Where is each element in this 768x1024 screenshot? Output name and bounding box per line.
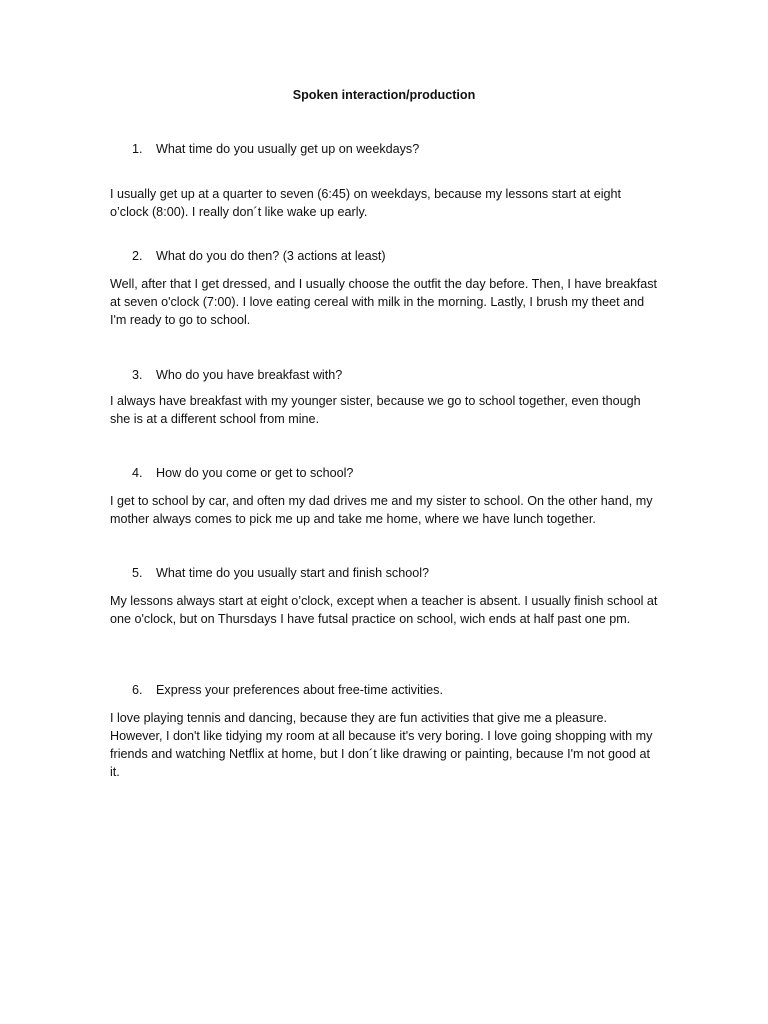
question-6 [132, 681, 692, 699]
question-4 [132, 464, 692, 482]
question-3 [132, 366, 692, 384]
question-5 [132, 564, 692, 582]
question-number: 6. [132, 683, 143, 697]
question-2 [132, 247, 692, 265]
question-number: 2. [132, 249, 143, 263]
question-text: What do you do then? (3 actions at least) [156, 249, 386, 263]
question-text: Express your preferences about free-time activities. [156, 683, 443, 697]
question-text: How do you come or get to school? [156, 466, 354, 480]
question-number: 3. [132, 368, 143, 382]
question-1 [132, 140, 692, 158]
answer-3: I always have breakfast with my younger sister, because we go to school together, even though she is at a different school from mine. [110, 394, 641, 426]
question-number: 5. [132, 566, 143, 580]
page-title: Spoken interaction/production [292, 88, 476, 102]
answer-6: I love playing tennis and dancing, because they are fun activities that give me a pleasure. However, I don't like tidying my room at all because it's very boring. I love going shopping with my friends and watching Netflix at home, but I don´t like drawing or painting, because I'm not good at it. [110, 711, 653, 779]
answer-1: I usually get up at a quarter to seven (6:45) on weekdays, because my lessons start at eight o’clock (8:00). I really don´t like wake up early. [110, 187, 622, 219]
answer-5: My lessons always start at eight o’clock, except when a teacher is absent. I usually finish school at one o'clock, but on Thursdays I have futsal practice on school, wich ends at half past one pm. [110, 594, 658, 626]
question-text: What time do you usually get up on weekdays? [156, 142, 420, 156]
question-number: 4. [132, 466, 143, 480]
answer-4: I get to school by car, and often my dad drives me and my sister to school. On the other hand, my mother always comes to pick me up and take me home, where we have lunch together. [110, 494, 653, 526]
question-number: 1. [132, 142, 143, 156]
answer-2: Well, after that I get dressed, and I usually choose the outfit the day before. Then, I have breakfast at seven o'clock (7:00). I love eating cereal with milk in the morning. Lastly, I brush my theet and I'm ready to go to school. [110, 277, 657, 327]
question-text: Who do you have breakfast with? [156, 368, 343, 382]
question-text: What time do you usually start and finish school? [156, 566, 430, 580]
